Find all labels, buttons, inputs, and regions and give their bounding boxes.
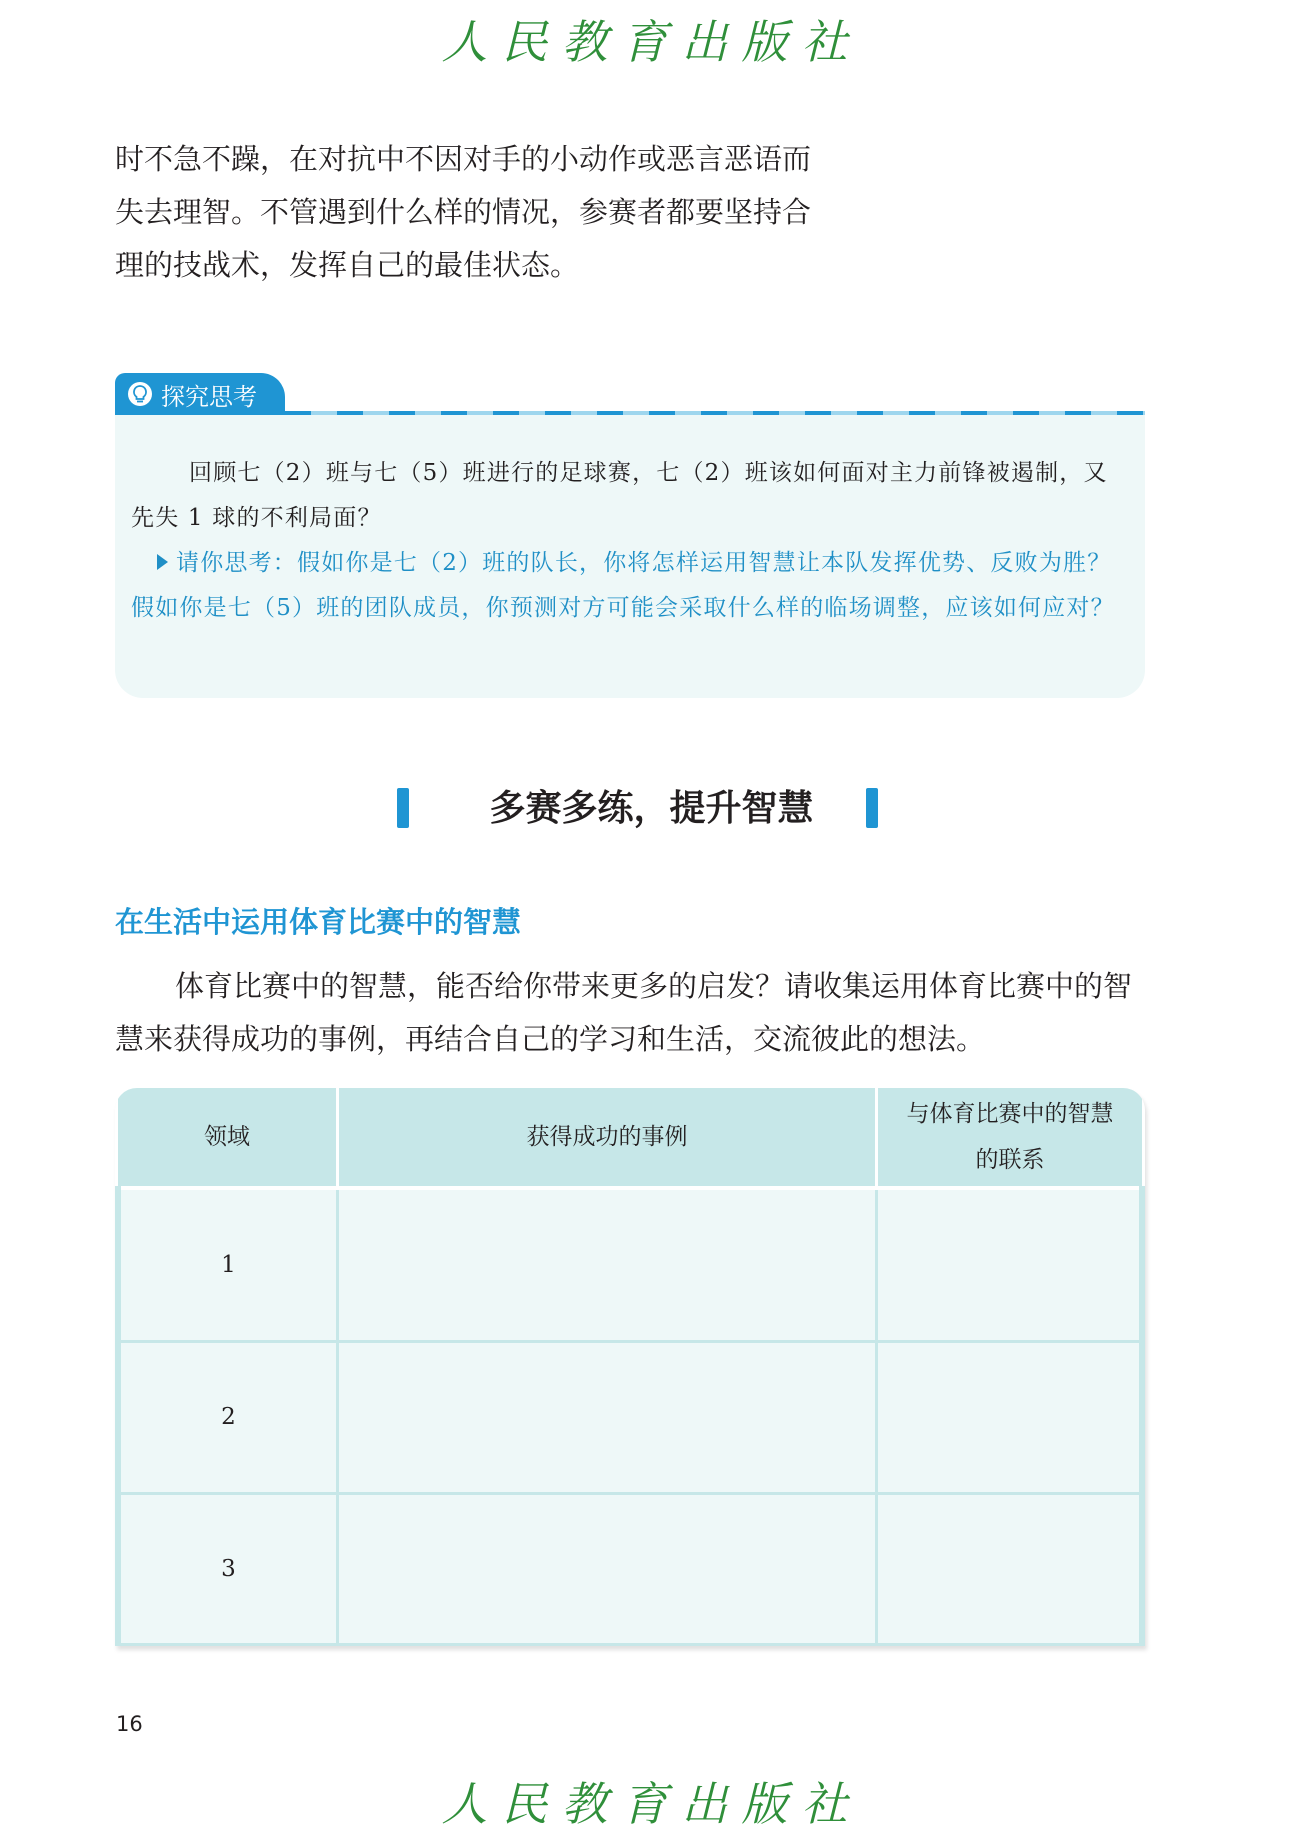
activity-table (115, 1088, 1145, 1646)
row-number: 3 (118, 1493, 338, 1644)
row-number: 2 (118, 1342, 338, 1493)
subsection-title: 在生活中运用体育比赛中的智慧 (115, 905, 522, 939)
triangle-bullet-icon (157, 554, 168, 570)
explore-tab-label: 探究思考 (161, 382, 257, 411)
explore-question: 回顾七（2）班与七（5）班进行的足球赛，七（2）班该如何面对主力前锋被遏制，又先失 1 球的不利局面？ (131, 460, 1108, 531)
header-field: 领域 (118, 1088, 338, 1188)
explore-prompt-line (131, 541, 1129, 631)
example-cell[interactable] (338, 1342, 877, 1493)
page-number: 16 (116, 1712, 143, 1736)
table-row (118, 1342, 1142, 1493)
section-title: 多赛多练，提升智慧 (489, 788, 814, 829)
section-bar-right (866, 788, 878, 828)
table-row (118, 1493, 1142, 1644)
publisher-watermark-bottom: 人民教育出版社 (441, 1777, 862, 1831)
link-cell[interactable] (877, 1342, 1143, 1493)
row-number: 1 (118, 1188, 338, 1342)
explore-box (115, 415, 1145, 698)
lightbulb-icon (127, 381, 153, 407)
table-header-row (118, 1088, 1142, 1188)
example-cell[interactable] (338, 1188, 877, 1342)
table-row (118, 1188, 1142, 1342)
header-example: 获得成功的事例 (338, 1088, 877, 1188)
publisher-watermark-top: 人民教育出版社 (441, 15, 862, 69)
link-cell[interactable] (877, 1493, 1143, 1644)
header-link: 与体育比赛中的智慧的联系 (877, 1088, 1143, 1188)
body-paragraph: 体育比赛中的智慧，能否给你带来更多的启发？请收集运用体育比赛中的智慧来获得成功的事例，再结合自己的学习和生活，交流彼此的想法。 (115, 969, 1133, 1056)
link-cell[interactable] (877, 1188, 1143, 1342)
explore-tab (115, 373, 285, 415)
intro-paragraph: 时不急不躁，在对抗中不因对手的小动作或恶言恶语而失去理智。不管遇到什么样的情况，参赛者都要坚持合理的技战术，发挥自己的最佳状态。 (115, 142, 812, 282)
explore-prompt: 请你思考：假如你是七（2）班的队长，你将怎样运用智慧让本队发挥优势、反败为胜？假如你是七（5）班的团队成员，你预测对方可能会采取什么样的临场调整，应该如何应对？ (131, 550, 1115, 621)
example-cell[interactable] (338, 1493, 877, 1644)
